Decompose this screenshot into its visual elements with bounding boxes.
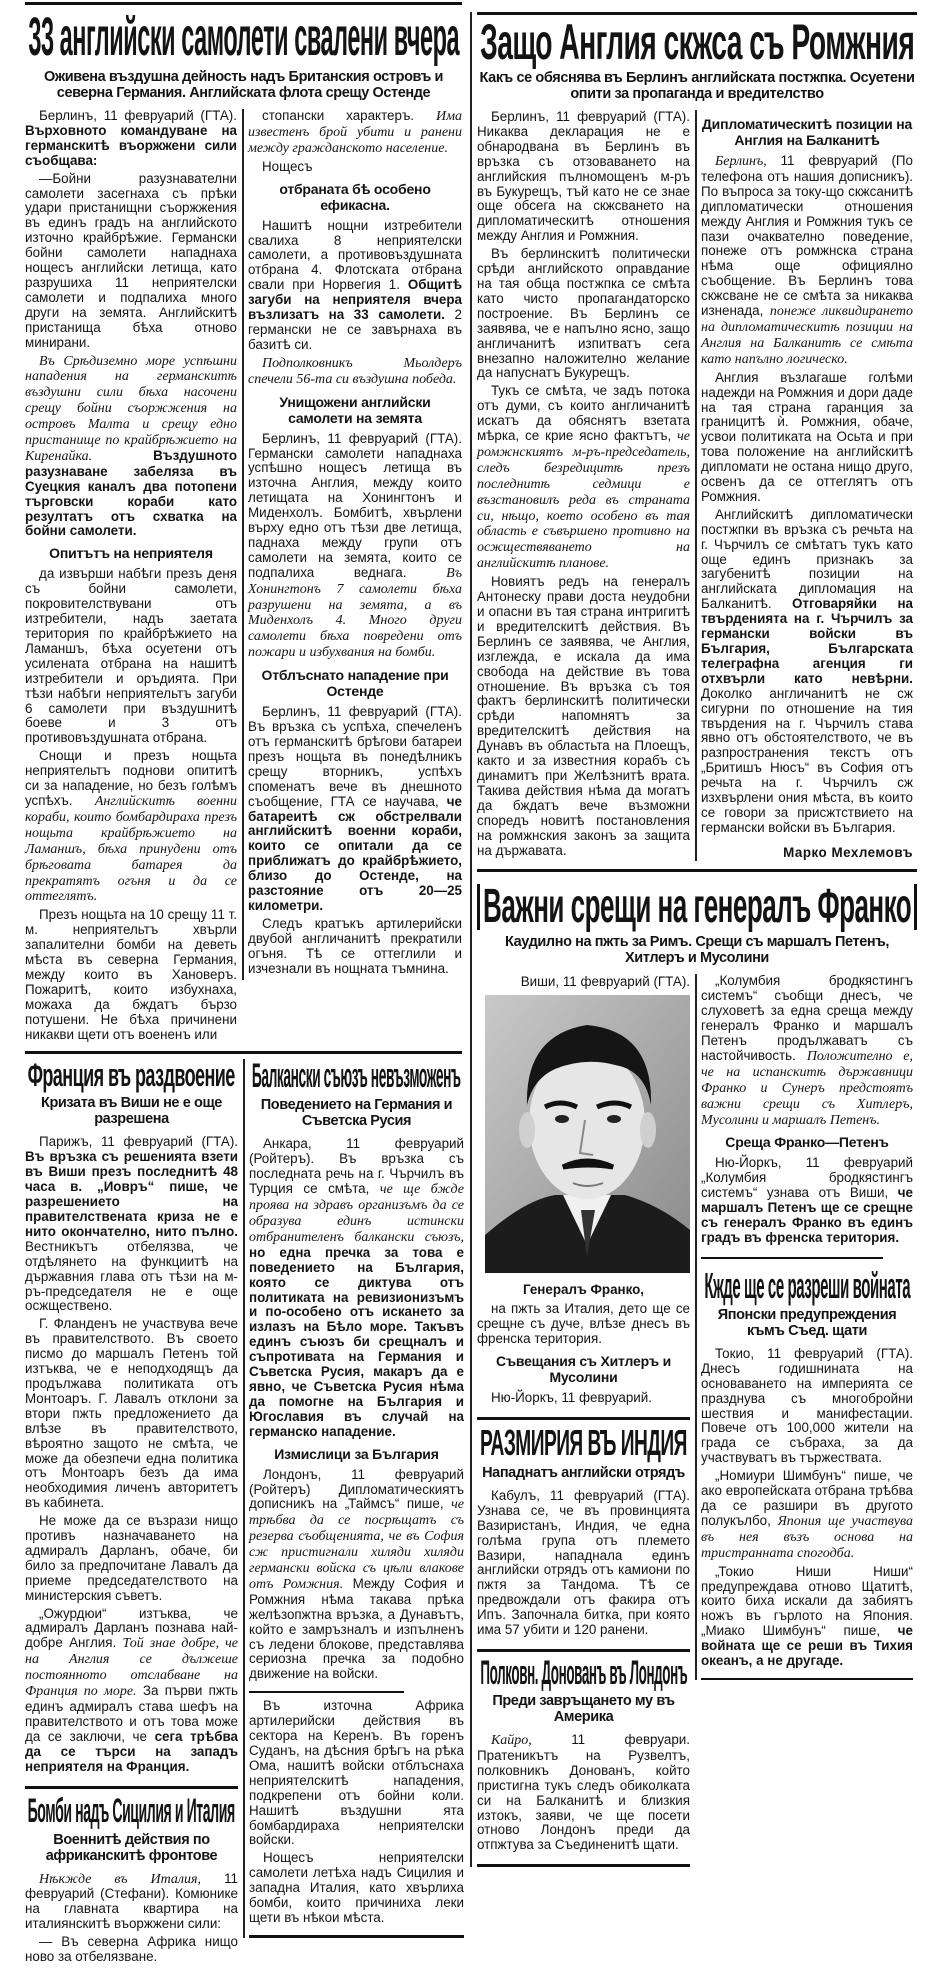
paragraph [248,356,462,388]
paragraph [25,567,237,746]
text-run: Англия възлагаше голѣми надежди на Ромжния и дори даде на тая страна гаранция за границитѣ ѝ. Ромжния, обаче, усвои политиката на Осьта и при това положение на английскитѣ дипломати не остана нищо друго, освенъ да се оттеглятъ отъ Ромжния. [701,369,913,504]
paragraph [701,1347,913,1466]
text-run: Берлинъ, 11 февруарий (ГТА). Никаква декларация не е обнародвана въ Берлинъ въ връзка съ отзоваването на английския пълномощенъ м-ръ въ Букурещъ, тъй като не се знае още обсега на скжсването на дипломатическитѣ отношения между Англия и Ромжния. [477,109,690,244]
article-column [695,110,913,861]
text-run: Ню-Йоркъ, 11 февруарий „Колумбия бродкястингъ системъ“ узнава отъ Виши, [701,1155,913,1201]
text-run: 11 февруарий (По телефона отъ нашия дописникъ). По въпроса за току-що скжсанитѣ дипломатически отношения между Англия и Ромжния тукъ се пази очаквателно поведение, понеже отъ ромжнска страна нѣма още официялно съобщение. Въ Берлинъ това скжсване не се смѣта за никаква изненада, [701,153,913,319]
article-column [477,1489,690,1641]
divider [701,1257,883,1259]
text-run: Подполковникъ Мьолдеръ спечели 56-та си въздушна победа. [248,355,462,387]
text-run: Нѣкжде въ Италия, [39,1871,201,1887]
article-columns [477,974,917,1867]
paragraph [25,1135,238,1314]
paragraph [248,160,462,175]
article-column [701,974,913,1249]
article-column [477,1281,690,1409]
paragraph [248,109,462,157]
section-subhead: отбраната бѣ особено ефикасна. [279,180,431,213]
article-balkan-union [249,1059,464,1685]
text-run: че маршалъ Петенъ ще се срещне съ генералъ Франко въ единъ градъ въ френска територия. [701,1185,913,1245]
text-run: Нашитѣ нощни изтребители свалиха 8 неприятелски самолети, а противовъздушната отбрана 4. Флотската отбрана свали при Норвегия 1. [248,217,462,293]
text-run: Английскитѣ военни кораби, които бомбардираха презъ нощьта крайбрѣжието на Ламаншъ, бѣха принудени отъ брѣговата батарея да прекратятъ огъня и да се оттеглятъ. [25,793,238,905]
article-column [477,1733,690,1856]
text-run: „Номиури Шимбунъ“ пише, че ако европейската отбрана трѣбва да се разшири въ другото полукълбо, [701,1468,913,1528]
paragraph [25,109,237,169]
section-subhead: Среща Франко—Петенъ [725,1134,889,1151]
article-column [477,110,690,861]
article-planes-downed [25,5,462,1045]
section-subhead: Опитътъ на неприятеля [49,545,213,562]
paragraph [249,1699,464,1848]
text-run: „Колумбия бродкястингъ системъ“ съобщи днесъ, че слуховетѣ за една среща между генералъ Франко и маршалъ Петенъ продължаватъ съ настойчивость. [701,973,913,1063]
paragraph [249,1851,464,1926]
paragraph [477,1302,690,1347]
article-column [701,1347,913,1672]
photo-caption-title: Генералъ Франко, [522,1282,645,1298]
paragraph [248,432,462,662]
paragraph [701,508,913,836]
author-byline: Марко Мехлемовъ [783,844,913,860]
text-run: Берлинъ, [715,154,767,169]
headline-text: Франция въ раздвоение [27,1057,236,1094]
text-run: Нощесъ [262,158,313,174]
text-run: Тукъ се смѣта, че задъ потока отъ думи, съ които англичанитѣ искатъ да обяснятъ взетата мѣрка, се крие ясно фактътъ, [477,383,690,444]
paragraph [477,384,690,572]
section-subhead: Дипломатическитѣ позиции на Англия на Балканитѣ [701,116,913,148]
subheadline: Японски предупреждения къмъ Съед. щати [717,1306,897,1339]
text-run: „Токио Ниши Ниши“ предупреждава отново Щатитѣ, които биха искали да забиятъ ножъ въ гърлото на Япония. „Миако Шимбунъ“ пише, [701,1563,913,1639]
headline [25,9,462,65]
text-run: Ню-Йоркъ, 11 февруарий. [491,1390,652,1406]
divider [701,1678,913,1680]
article-column-continued [249,1699,464,1929]
paragraph [25,1317,238,1511]
paragraph [477,1733,690,1853]
dateline: Виши, 11 февруарий (ГТА). [520,974,690,990]
section-subhead: Измислици за България [274,1445,439,1462]
headline-text: Защо Англия скжса съ Ромжния [479,14,915,70]
lower-right-column [243,1059,464,1937]
text-run: че ще бжде проява на здравъ организъмъ да се образува единъ истински отбранителенъ балкански съюзъ, [249,1182,464,1245]
text-run: Парижъ, 11 февруарий (ГТА). [39,1134,238,1150]
article-india-unrest [477,1421,690,1641]
text-run: сега трѣбва да се търси на западъ неприятеля на Франция. [25,1728,238,1774]
article-franco-meetings [477,880,917,1867]
headline-text: Кжде ще се разреши войната [704,1264,910,1306]
paragraph [701,1156,913,1245]
text-run: Въ Срѣдиземно море успѣшни нападения на германскитѣ въздушни сили бѣха насочени срещу бойни съоржжения на островъ Малта и срещу едно пристанище по крайбрѣжието на Киренайка. [25,353,237,464]
subheadline: Военнитѣ действия по африканскитѣ фронтове [45,1831,218,1864]
paragraph [477,1391,690,1406]
headline-text: Балкански съюзъ невъзможенъ [252,1057,461,1096]
text-run: стопански характеръ. [262,108,436,123]
text-run: но една пречка за това е поведението на България, която се диктува отъ политиката на ревизионизъмъ и по-особено отъ искането за излазъ на Бѣло море. Такъвъ единъ съюзъ би срещналъ и съпротивата на Германия и Съветска Русия, макаръ да е явно, че Съветска Русия нѣма да помогне на България и Югославия въ случай на германско нападение. [249,1244,464,1439]
divider [477,1417,690,1420]
subheadline: Оживена въздушна дейность надъ Британския островъ и северна Германия. Английската флота срещу Остенде [43,69,444,101]
article-column [249,1137,464,1685]
franco-right-column [695,974,913,1680]
paragraph [25,1607,238,1775]
headline [249,1057,464,1096]
text-run: че трѣбва да се посрѣщатъ съ резерва съобщенията, че въ София сж пристигнали хиляди хиляди германски войска съ цѣли влакове отъ Ромжния. [249,1497,464,1592]
paragraph [25,172,237,351]
paragraph [249,1137,464,1439]
text-run: Берлинъ, 11 февруарий (ГТА). Германски самолети нападнаха успѣшно нощесъ летища въ източна Англия, между които летищата на Хонингтонъ и Миденхолъ. Бомбитѣ, хвърлени върху едно отъ тѣзи две летища, паднаха между групи отъ самолети на земята, които се подпалиха веднага. [248,430,462,580]
subheadline: Преди завръщането му въ Америка [492,1693,675,1725]
text-run: Токио, 11 февруарий (ГТА). Днесъ годишнината на основаването на империята се празднува съ многобройни шествия и манифестации. Повече отъ 100,000 жители на града се събраха, за да участвуватъ въ тържествата. [701,1345,913,1466]
text-run: —Бойни разузнавателни самолети засегнаха съ прѣки удари пристанищни съоржжения въ единъ градъ на английското източно крайбрѣжие. Германски бойни самолети нападнаха нощесъ английски летища, като разрушиха 11 неприятелски самолети и подпалиха много други на земята. Английскитѣ пристанища бѣха отново минирани. [25,170,237,350]
article-column [25,1135,238,1777]
franco-left-column [477,974,690,1867]
text-run: Положително е, че на испанскитѣ държавници Франко и Сунеръ предстоятъ важни срещи съ Хитлеръ, Мусолини и маршалъ Петенъ. [701,1048,914,1128]
text-run: Върховното командуване на германскитѣ въоржжени сили съобщава: [25,122,237,168]
text-run: понеже ликвидирането на дипломатическитѣ позиции на Англия на Балканитѣ се смѣта като напълно логическо. [701,304,913,367]
divider [477,1864,690,1867]
text-run: Г. Фланденъ не участвува вече въ правителството. Въ своето писмо до маршалъ Петенъ той изтъква, че е неподходящъ да продължава политиката отъ Монтоаръ. Г. Лавалъ отклони за втори пжть предложението да влѣзе въ правителството, вѣроятно защото не смѣта, че може да обезпечи една политика отъ Монтоаръ безъ да има необходимия личенъ авторитетъ въ кабинета. [25,1316,238,1511]
text-run: Въ берлинскитѣ политически срѣди английското оправдание на тая обща постжпка се смѣта като чисто пропагандаторско построение. Въ Берлинъ се заявява, че е напълно ясно, защо англичанитѣ изпитватъ сега внезапно наложително желание да напуснатъ Букурещъ. [477,246,690,381]
photo-general-franco [485,995,690,1273]
subheadline: Поведението на Германия и Съветска Русия [260,1097,453,1130]
text-run: да извърши набѣги презъ деня съ бойни самолети, покровителствувани отъ изтребители, надъ заетата територия по крайбрѣжието на Ламаншъ, бѣха осуетени отъ усилената отбрана на нашитѣ изтребители и оръдията. При тѣзи набѣги неприятельтъ загуби 6 самолети при въздушнитѣ боеве и 3 отъ противовъздушната отбрана. [25,566,237,746]
article-where-war-decided [701,1264,914,1672]
text-run: Между София и Ромжния нѣма такава прѣка желѣзопжтна връзка, а Дунавътъ, който е замръзналъ и изпълненъ съ ледени блокове, представлява сериозна пречка за подобно движение на войски. [249,1575,464,1682]
article-france [25,1059,238,1777]
divider [249,1691,404,1693]
paragraph [477,110,690,244]
right-half [470,12,917,1867]
paragraph [701,974,913,1128]
left-half [25,2,462,1968]
text-run: Лондонъ, 11 февруарий (Ройтеръ) Дипломатическиятъ дописникъ на „Таймсъ“ пише, [249,1466,464,1512]
paragraph [248,705,462,914]
subheadline: Кризата въ Виши не е още разрешена [41,1095,222,1128]
text-run: Анкара, 11 февруарий (Ройтеръ). Въ връзка съ последната речь на г. Чърчилъ въ Турция се смѣта, [249,1136,464,1197]
paragraph [477,247,690,381]
headline-text: Полковн. Донованъ въ Лондонъ [480,1654,687,1692]
lower-left-row [25,1059,462,1968]
headline [25,1057,238,1094]
headline [25,1791,238,1830]
paragraph [701,1469,913,1561]
divider [477,869,917,872]
headline [701,1264,913,1306]
article-column [25,109,237,1045]
headline [477,1654,690,1692]
text-run: Вестникътъ отбелязва, че отдѣлянето на функциитѣ на държавния глава отъ тѣзи на м-ръ-председателя не е още осжществено. [25,1238,238,1314]
paragraph [477,575,690,858]
text-run: „Ожурдюи“ изтъква, че адмиралъ Дарланъ познава най-добре Англия. [25,1605,238,1651]
text-run: Кабулъ, 11 февруарий (ГТА). Узнава се, че въ провинцията Вазиристанъ, Индия, че една голѣма група отъ племето Вазири, нападнала единъ английски отрядъ отъ камиони по пжтя за Тандома. Тѣ се предвождали отъ факира отъ Ипъ. Започнала битка, при която има 57 убити и 120 ранени. [477,1487,690,1638]
text-run: Презъ нощьта на 10 срещу 11 т. м. неприятельтъ хвърли запалителни бомби на деветь мѣста въ северна Германия, между които въ Хановеръ. Пожаритѣ, които избухнаха, можаха да бждатъ бързо потушени. Не бѣха причинени никакви щети отъ воененъ или [25,907,237,1042]
text-run: Следъ кратъкъ артилерийски двубой англичанитѣ прекратили огъня. Тѣ се оттеглили и изчезнали въ нощната тъмнина. [248,915,462,976]
text-run: Снощи и презъ нощьта неприятельтъ поднови опититѣ си за нападение, но безъ голѣмъ успѣхъ. [25,748,237,808]
text-run: че ромжнскиятъ м-ръ-председатель, следъ безредицитѣ презъ последнитѣ седмици е възстановилъ реда въ страната си, нѣщо, което особено въ тая область е съвършено противно на осжществяването на английскитѣ планове. [477,429,690,572]
text-run: на пжть за Италия, дето ще се срещне съ дуче, влѣзе днесъ въ френска територия. [477,1301,690,1347]
subheadline: Какъ се обяснява въ Берлинъ английската постжпка. Осуетени опити за пропаганда и вредителство [479,70,915,102]
text-run: Новиятъ редъ на генералъ Антонеску прави доста неудобни и опасни въ тая страна интригитѣ и вредителскитѣ действия. Въ Берлинъ се заявява, че Англия, изглежда, е искала да има свобода на действие въ това отношение. Въ връзка съ тоя фактъ берлинскитѣ политически срѣди напомнятъ за вредителскитѣ действия на Дунавъ въ областьта на Плоещъ, както и за известния корабъ съ динамитъ при Желѣзнитѣ врата. Такива действия нѣма да могатъ да бждатъ вече възможни споредъ новитѣ постановления на ромжнския законъ за защита на държавата. [477,574,690,858]
paragraph [701,154,913,368]
section-subhead: Унищожени английски самолети на земята [279,393,431,426]
paragraph [25,908,237,1042]
text-run: че батареитѣ сж обстрелвали английскитѣ военни кораби, които се опитали да се приближатъ до крайбрѣжието, близо до Остенде, на разстояние отъ 20—25 километри. [248,793,462,913]
text-run: Япония ще участвува въ нея възъ основа на тристранната спогодба. [701,1513,914,1561]
text-run: Нощесъ неприятелски самолети летѣха надъ Сицилия и западна Италия, като хвърлиха бомби, които причиниха леки щети въ нѣкои мѣста. [249,1850,464,1925]
text-run: 11 февруарий (Стефани). Комюнике на главната квартира на италиянскитѣ въоржжени сили: [25,1870,238,1932]
text-run: Берлинъ, 11 февруарий (ГТА). Въ връзка съ успѣха, спечеленъ отъ германскитѣ брѣгови батареи презъ нощьта въ понедѣлникъ срещу вторникъ, успѣхъ споменатъ вече въ днешното съобщение, ГТА се научава, [248,704,462,809]
text-run: Английскитѣ дипломатически постжпки въ връзка съ речьта на г. Чърчилъ се смѣтатъ тукъ като още единъ признакъ за загубенитѣ позиции на английската дипломация на Балканитѣ. [701,506,913,612]
headline-text: Важни срещи на генералъ Франко [482,880,912,934]
text-run: че войната ще се реши въ Тихия океанъ, а не другаде. [701,1623,913,1669]
headline-text: РАЗМИРИЯ ВЪ ИНДИЯ [480,1421,687,1463]
paragraph [25,354,237,540]
article-columns [477,110,917,861]
text-run: — Въ северна Африка нищо ново за отбелязване. [25,1934,238,1965]
divider [25,1786,238,1789]
divider [249,1935,464,1938]
headline [477,1421,690,1463]
headline-text: Бомби надъ Сицилия и Италия [27,1791,236,1830]
paragraph [477,1489,690,1638]
lower-left-column [25,1059,238,1968]
subheadline: Нападнатъ английски отрядъ [482,1464,685,1481]
text-run: 2 германски не се завърнаха въ базитѣ си. [248,307,462,352]
headline [477,880,917,934]
text-run: Той знае добре, че на Англия се дължеше постоянното отслабване на Франция по море. [25,1636,238,1700]
paragraph [248,219,462,353]
paragraph [25,1935,238,1965]
text-run: Общитѣ загуби на неприятеля вчера възлизатъ на 33 самолети. [248,277,462,323]
text-run: За първи пжть единъ адмиралъ става шефъ на правителството и отъ това може да се заключи, че [25,1683,238,1744]
text-run: Въздушното разузнаване забеляза въ Суецкия каналъ два потопени търговски кораби като резултатъ отъ схватка на бойни самолети. [25,447,237,539]
article-columns [25,109,462,1045]
article-donovan-london [477,1654,690,1856]
divider [25,1051,462,1054]
paragraph [701,1565,913,1669]
article-column [25,1872,238,1968]
text-run: Въ Хонингтонъ 7 самолети бѣха разрушени на земята, а въ Миденхолъ 4. Много други самолети бѣха повредени отъ пожари и избухвания на бомби. [248,565,462,661]
text-run: Отговаряйки на твърденията на г. Чърчилъ за германски войски въ България, Българската телеграфна агенция ги отхвърли като невѣрни. [701,596,913,686]
text-run: Берлинъ, 11 февруарий (ГТА). [39,108,237,123]
headline [477,14,917,70]
text-run: Въ връзка съ решенията взети въ Виши презъ последнитѣ 48 часа в. „Иовръ“ пише, че разрешението на правителствената криза не е нито окончателно, нито пълно. [25,1149,238,1239]
text-run: Не може да се възрази нищо противъ назначаването на адмиралъ Дарланъ, обаче, би било за предпочитане Лавалъ да приеме председателството на министерския съветъ. [25,1513,238,1603]
paragraph [701,371,913,505]
paragraph [25,1514,238,1603]
text-run: Има известенъ брой убити и ранени между гражданското население. [248,109,462,156]
text-run: 11 февруари. Пратеникътъ на Рузвелтъ, полковникъ Донованъ, който пристигна тукъ следъ обиколката си на Балканитѣ и близкия изтокъ, заяви, че ще посети отново Лондонъ преди да отпжтува за Съединенитѣ щати. [477,1732,690,1853]
text-run: Доколко англичанитѣ не сж сигурни по отношение на тия твърдения на г. Чърчилъ става явно отъ обстоятелството, че въ разпространения текстъ отъ „Бритишъ Нюсъ“ въ София отъ речьта на г. Чърчилъ сж изхвърлени ония мѣста, въ които се говори за присжтствието на германски войски въ България. [701,685,913,835]
divider [477,1649,690,1652]
article-england-romania [477,15,917,861]
portrait-image [485,995,690,1273]
subheadline: Каудилно на пжть за Римъ. Срещи съ маршалъ Петенъ, Хитлеръ и Мусолини [504,934,890,967]
article-column [242,109,462,980]
headline-text: 33 английски самолети свалени вчера [28,7,459,67]
paragraph [25,749,237,905]
section-subhead: Съвещания съ Хитлеръ и Мусолини [495,1353,672,1386]
article-sicily-bombing [25,1791,238,1968]
paragraph [249,1468,464,1683]
section-subhead: Отблъснато нападение при Остенде [261,667,449,700]
text-run: Кайро, [491,1733,532,1748]
paragraph [25,1872,238,1933]
text-run: Въ източна Африка артилерийски действия въ сектора на Керенъ. Въ горенъ Суданъ, на дѣсния брѣгъ на рѣка Ома, нашитѣ войски отблъснаха неприятелскитѣ нападения, подкрепени отъ бойни коли. Нашитѣ въздушни ята бомбардираха неприятелски войски. [249,1698,464,1848]
paragraph [248,917,462,977]
